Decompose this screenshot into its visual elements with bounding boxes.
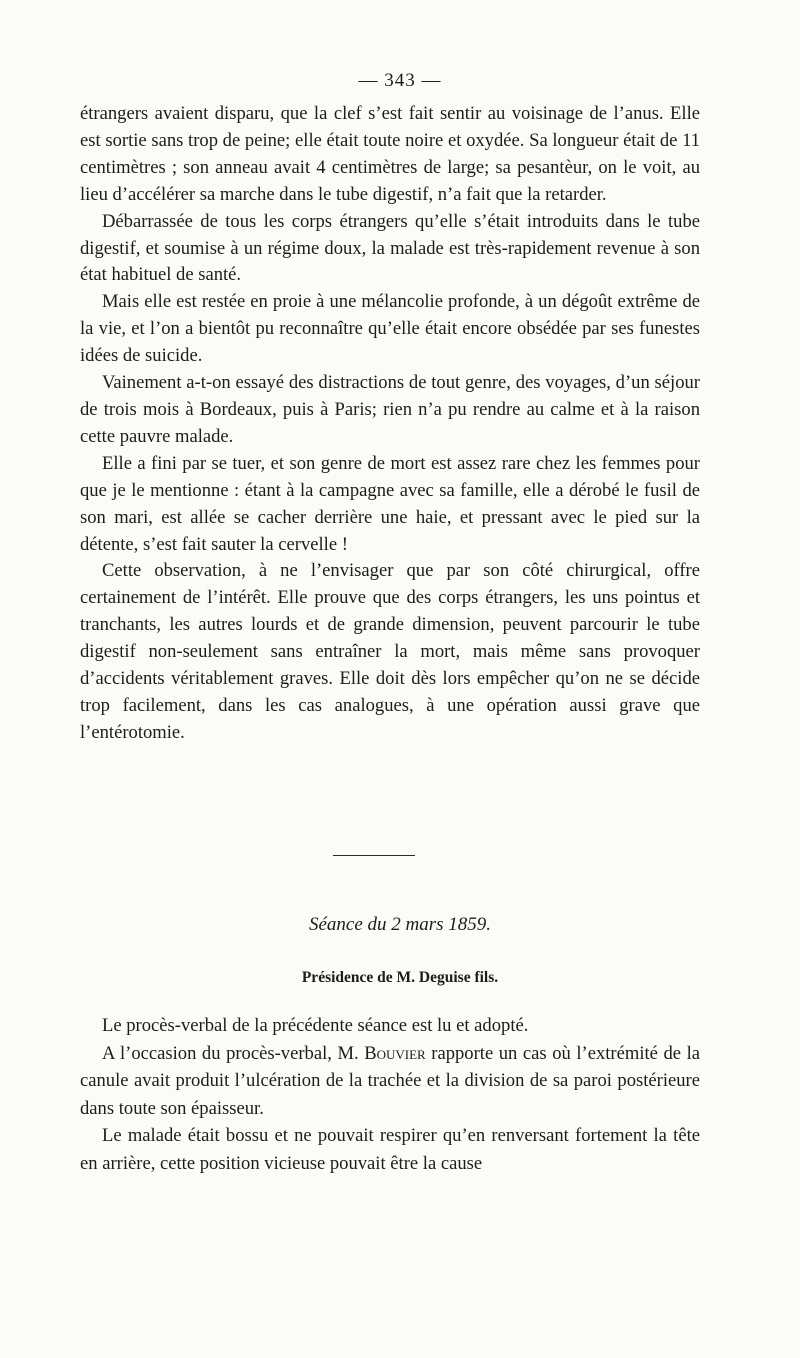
paragraph-text: rapporte un cas où l’extrémité de la canule avait produit l’ulcération de la trachée et la division de sa paroi postérieure dans toute son épaisseur. [80, 1042, 700, 1119]
section-divider [333, 855, 415, 856]
paragraph: Elle a fini par se tuer, et son genre de mort est assez rare chez les femmes pour que je le mentionne : étant à la campagne avec sa famille, elle a dérobé le fusil de son mari, est allée se cacher derrière une haie, et pressant avec le pied sur la détente, s’est fait sauter la cervelle ! [80, 452, 700, 555]
minutes-text [80, 1012, 700, 1178]
paragraph: Mais elle est restée en proie à une mélancolie profonde, à un dégoût extrême de la vie, et l’on a bientôt pu reconnaître qu’elle était encore obsédée par ses funestes idées de suicide. [80, 291, 700, 367]
paragraph [80, 1040, 700, 1123]
body-text [80, 101, 700, 747]
paragraph: Débarrassée de tous les corps étrangers qu’elle s’était introduits dans le tube digestif, et soumise à un régime doux, la malade est très-rapidement revenue à son état habituel de santé. [80, 210, 700, 286]
paragraph: Le malade était bossu et ne pouvait respirer qu’en renversant fortement la tête en arrière, cette position vicieuse pouvait être la cause [80, 1125, 700, 1174]
presidency-heading: Présidence de M. Deguise fils. [301, 969, 499, 986]
paragraph-text: A l’occasion du procès-verbal, M. [102, 1042, 365, 1064]
speaker-name: Bouvier [364, 1042, 426, 1064]
session-title: Séance du 2 mars 1859. [308, 914, 492, 935]
paragraph: Cette observation, à ne l’envisager que par son côté chirurgical, offre certainement de l’intérêt. Elle prouve que des corps étrangers, les uns pointus et tranchants, les autres lourds et de grande dimension, peuvent parcourir le tube digestif non-seulement sans entraîner la mort, mais même sans provoquer d’accidents véritablement graves. Elle doit dès lors empêcher qu’on ne se décide trop facilement, dans les cas analogues, à une opération aussi grave que l’entérotomie. [80, 560, 700, 743]
paragraph: étrangers avaient disparu, que la clef s’est fait sentir au voisinage de l’anus. Elle est sortie sans trop de peine; elle était toute noire et oxydée. Sa longueur était de 11 centimètres ; son anneau avait 4 centimètres de large; sa pesantèur, on le voit, au lieu d’accélérer sa marche dans le tube digestif, n’a fait que la retarder. [80, 103, 700, 205]
paragraph: Vainement a-t-on essayé des distractions de tout genre, des voyages, d’un séjour de trois mois à Bordeaux, puis à Paris; rien n’a pu rendre au calme et à la raison cette pauvre malade. [80, 372, 700, 447]
paragraph: Le procès-verbal de la précédente séance est lu et adopté. [102, 1015, 529, 1036]
page-number: — 343 — [358, 70, 442, 91]
